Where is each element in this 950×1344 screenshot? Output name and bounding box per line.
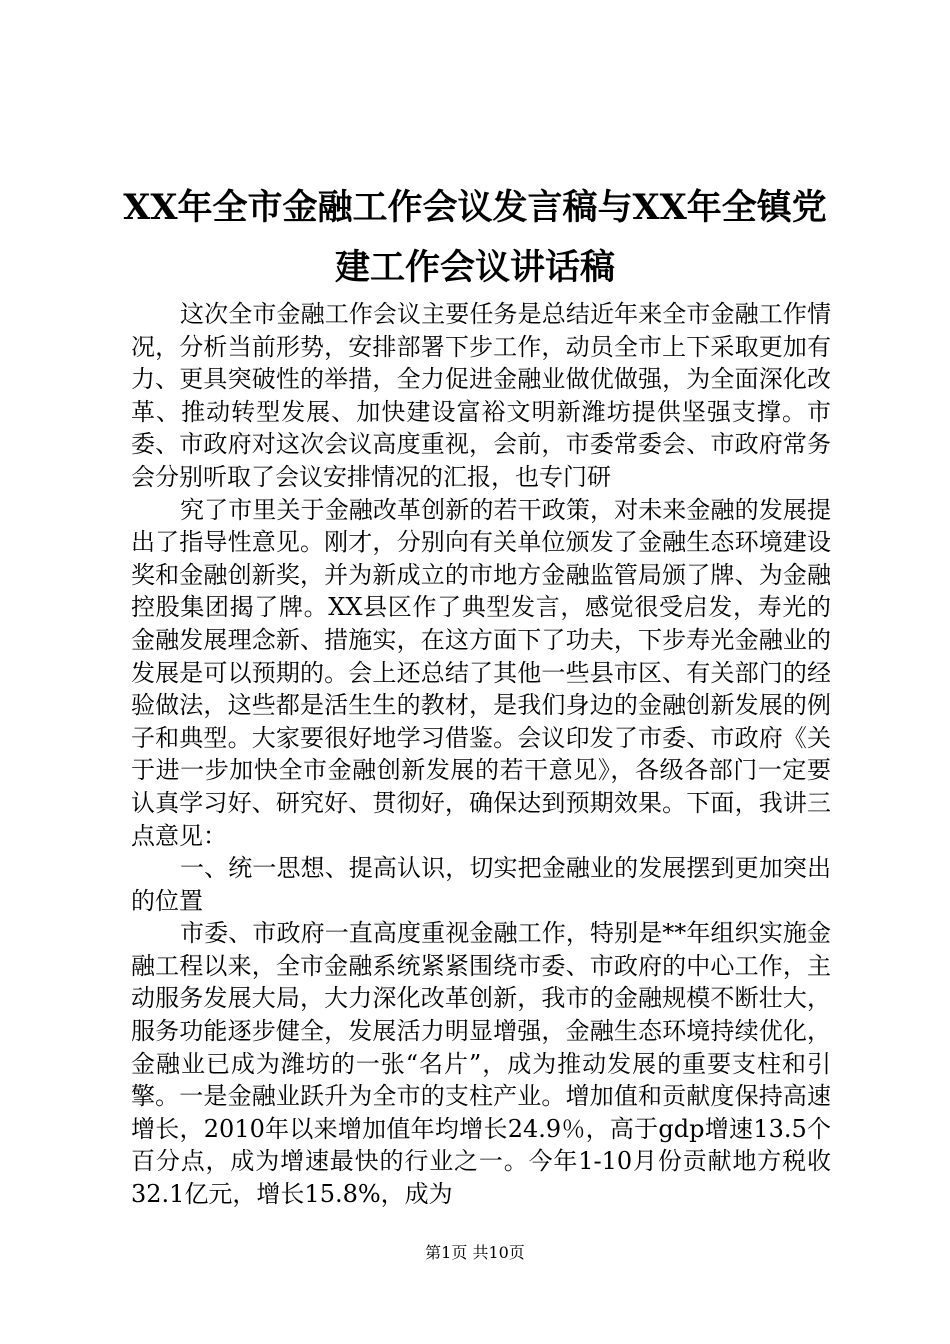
document-body bbox=[131, 298, 831, 1211]
document-title: XX年全市金融工作会议发言稿与XX年全镇党建工作会议讲话稿 bbox=[123, 187, 827, 288]
paragraph: 究了市里关于金融改革创新的若干政策，对未来金融的发展提出了指导性意见。刚才，分别向有关单位颁发了金融生态环境建设奖和金融创新奖，并为新成立的市地方金融监管局颁了牌、为金融控股集团揭了牌。XX县区作了典型发言，感觉很受启发，寿光的金融发展理念新、措施实，在这方面下了功夫，下步寿光金融业的发展是可以预期的。会上还总结了其他一些县市区、有关部门的经验做法，这些都是活生生的教材，是我们身边的金融创新发展的例子和典型。大家要很好地学习借鉴。会议印发了市委、市政府《关于进一步加快全市金融创新发展的若干意见》，各级各部门一定要认真学习好、研究好、贯彻好，确保达到预期效果。下面，我讲三点意见： bbox=[131, 495, 831, 850]
paragraph: 这次全市金融工作会议主要任务是总结近年来全市金融工作情况，分析当前形势，安排部署下步工作，动员全市上下采取更加有力、更具突破性的举措，全力促进金融业做优做强，为全面深化改革、推动转型发展、加快建设富裕文明新潍坊提供坚强支撑。市委、市政府对这次会议高度重视，会前，市委常委会、市政府常务会分别听取了会议安排情况的汇报，也专门研 bbox=[131, 300, 831, 491]
paragraph: 市委、市政府一直高度重视金融工作，特别是**年组织实施金融工程以来，全市金融系统紧紧围绕市委、市政府的中心工作，主动服务发展大局，大力深化改革创新，我市的金融规模不断壮大，服务功能逐步健全，发展活力明显增强，金融生态环境持续优化，金融业已成为潍坊的一张“名片”，成为推动发展的重要支柱和引擎。一是金融业跃升为全市的支柱产业。增加值和贡献度保持高速增长，2010年以来增加值年均增长24.9％，高于gdp增速13.5个百分点，成为增速最快的行业之一。今年1-10月份贡献地方税收32.1亿元，增长15.8%，成为 bbox=[131, 919, 831, 1209]
page-number-footer: 第1页 共10页 bbox=[425, 1243, 525, 1262]
section-heading: 一、统一思想、提高认识，切实把金融业的发展摆到更加突出的位置 bbox=[131, 854, 831, 915]
